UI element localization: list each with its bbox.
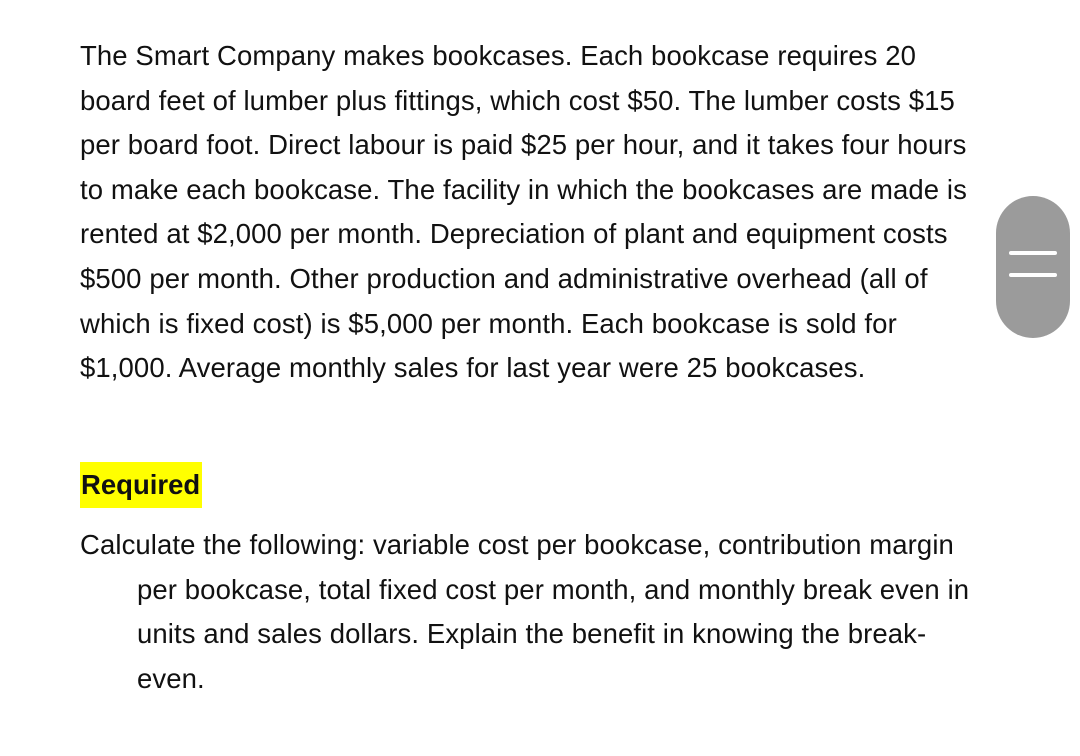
required-heading-container: [80, 462, 202, 508]
problem-paragraph: The Smart Company makes bookcases. Each bookcase requires 20 board feet of lumber plus fittings, which cost $50. The lumber costs $15 per board foot. Direct labour is paid $25 per hour, and it takes four hours to make each bookcase. The facility in which the bookcases are made is rented at $2,000 per month. Depreciation of plant and equipment costs $500 per month. Other production and administrative overhead (all of which is fixed cost) is $5,000 per month. Each bookcase is sold for $1,000. Average monthly sales for last year were 25 bookcases.: [80, 40, 967, 384]
required-heading: Required: [80, 462, 202, 508]
drag-handle-icon: [1009, 251, 1057, 279]
scroll-handle[interactable]: [996, 196, 1070, 338]
task-paragraph: Calculate the following: variable cost per bookcase, contribution margin per bookcase, total fixed cost per month, and monthly break even in units and sales dollars. Explain the benefit in knowing the break-even.: [80, 529, 970, 694]
